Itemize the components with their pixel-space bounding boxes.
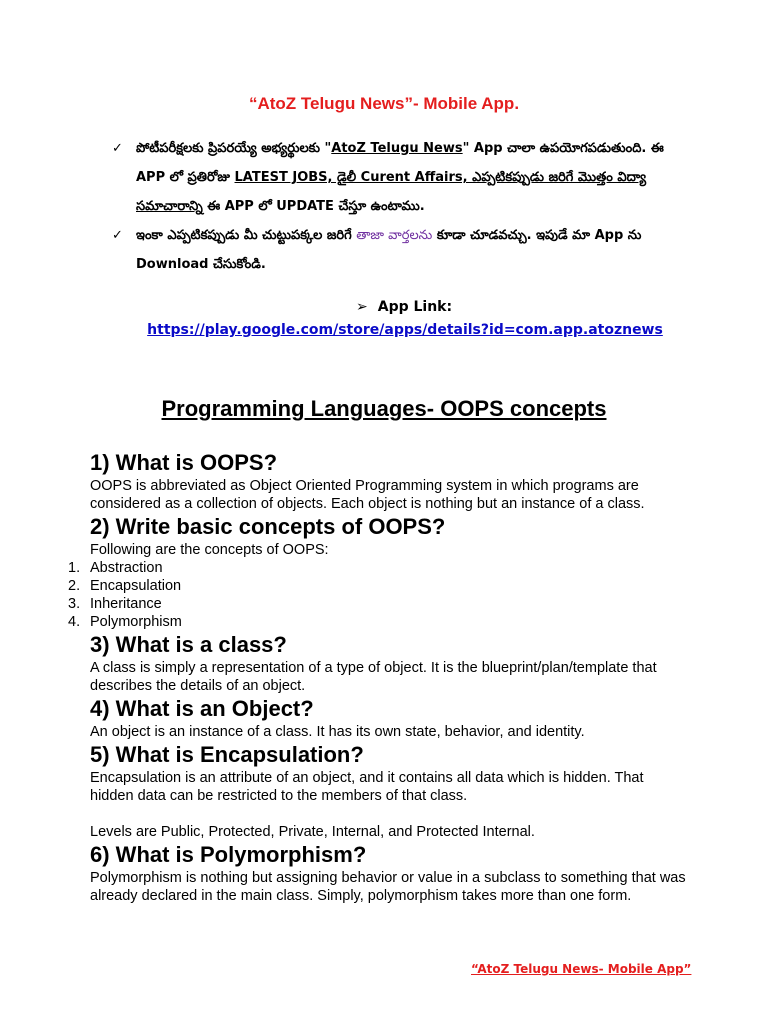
list-number: 1. (68, 560, 81, 576)
list-text: Abstraction (90, 560, 163, 576)
latest-jobs-text: LATEST JOBS, డైలీ Curent Affairs, ఎప్పటికప్పుడు జరిగే మొత్తం విద్యా సమాచారాన్ని (136, 170, 647, 214)
list-text: Encapsulation (90, 578, 182, 594)
section-body: An object is an instance of a class. It has its own state, behavior, and identity. (90, 724, 585, 740)
section-heading: 1) What is OOPS? (90, 450, 278, 475)
section-heading: 5) What is Encapsulation? (90, 742, 364, 767)
app-store-link[interactable]: https://play.google.com/store/apps/details?id=com.app.atoznews (147, 322, 663, 338)
bullet-text-end: ఈ APP లో UPDATE చేస్తూ ఉంటాము. (202, 199, 425, 214)
section-what-is-class (90, 631, 690, 695)
list-number: 4. (68, 614, 81, 630)
document-body (68, 449, 690, 905)
bullet-text-start: పోటీపరీక్షలకు ప్రిపరయ్యే అభ్యర్థులకు " (136, 141, 332, 156)
fresh-news-highlight: తాజా వార్తలను (356, 228, 433, 243)
section-body: Encapsulation is an attribute of an object, and it contains all data which is hidden. That hidden data can be restricted to the members of that class. (90, 770, 644, 804)
section-encapsulation (90, 741, 690, 841)
promo-bullet-list (112, 134, 672, 279)
list-number: 2. (68, 578, 81, 594)
list-item (68, 595, 690, 613)
bullet-text-middle: " App చాలా ఉపయోగపడుతుంది. ఈ APP లో ప్రతిరోజు (136, 141, 664, 185)
section-heading: 3) What is a class? (90, 632, 287, 657)
list-item (68, 577, 690, 595)
app-link-label-text: App Link: (377, 299, 453, 315)
paragraph-gap (90, 805, 690, 823)
section-body-levels: Levels are Public, Protected, Private, Internal, and Protected Internal. (90, 824, 535, 840)
section-body: A class is simply a representation of a type of object. It is the blueprint/plan/template that describes the details of an object. (90, 660, 657, 694)
arrow-bullet-icon: ➢ (356, 299, 368, 315)
section-basic-concepts (68, 513, 690, 631)
list-text: Polymorphism (90, 614, 182, 630)
section-body: OOPS is abbreviated as Object Oriented Programming system in which programs are considered as a collection of objects. Each object is nothing but an instance of a class. (90, 478, 645, 512)
section-body: Polymorphism is nothing but assigning behavior or value in a subclass to something that was already declared in the main class. Simply, polymorphism takes more than one form. (90, 870, 686, 904)
promo-title: “AtoZ Telugu News”- Mobile App. (248, 94, 520, 113)
concepts-list (68, 559, 690, 631)
app-link-label (356, 299, 452, 315)
footer-promo: “AtoZ Telugu News- Mobile App” (471, 962, 692, 976)
section-heading: 6) What is Polymorphism? (90, 842, 367, 867)
page-title: Programming Languages- OOPS concepts (161, 396, 607, 421)
bullet-text-start: ఇంకా ఎప్పటికప్పుడు మీ చుట్టుపక్కల జరిగే (136, 228, 357, 243)
list-text: Inheritance (90, 596, 162, 612)
section-what-is-oops (90, 449, 690, 513)
promo-bullet (112, 221, 672, 279)
app-name: AtoZ Telugu News (331, 141, 463, 156)
list-number: 3. (68, 596, 81, 612)
section-heading: 2) Write basic concepts of OOPS? (90, 514, 446, 539)
list-item (68, 613, 690, 631)
bullet-text-end: కూడా చూడవచ్చు. ఇపుడే మా App ను Download చేసుకోండి. (136, 228, 642, 272)
section-polymorphism (90, 841, 690, 905)
section-what-is-object (90, 695, 690, 741)
list-item (68, 559, 690, 577)
section-heading: 4) What is an Object? (90, 696, 314, 721)
checkmark-icon: ✓ (112, 228, 123, 243)
checkmark-icon: ✓ (112, 141, 123, 156)
promo-bullet (112, 134, 672, 221)
section-body: Following are the concepts of OOPS: (90, 542, 329, 558)
